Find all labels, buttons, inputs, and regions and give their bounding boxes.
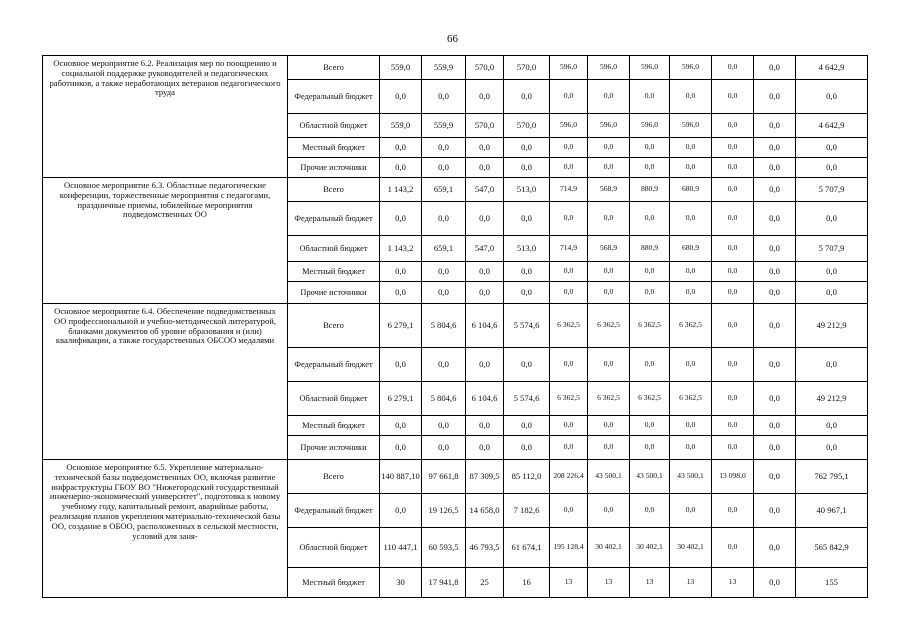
value-cell: 0,0 (670, 158, 712, 178)
value-cell: 659,1 (422, 178, 466, 202)
value-cell: 6 362,5 (588, 304, 630, 348)
value-cell: 0,0 (754, 436, 796, 460)
value-cell: 596,0 (630, 56, 670, 80)
value-cell: 0,0 (712, 416, 754, 436)
value-cell: 43 500,1 (630, 460, 670, 494)
funding-source: Местный бюджет (288, 416, 380, 436)
funding-source: Федеральный бюджет (288, 202, 380, 236)
value-cell: 0,0 (422, 436, 466, 460)
value-cell: 880,9 (630, 236, 670, 262)
budget-table-body (43, 56, 868, 598)
value-cell: 0,0 (504, 416, 550, 436)
value-cell: 0,0 (670, 202, 712, 236)
value-cell: 0,0 (796, 80, 868, 114)
value-cell: 0,0 (796, 202, 868, 236)
value-cell: 7 182,6 (504, 494, 550, 528)
activity-description: Основное мероприятие 6.2. Реализация мер по поощрению и социальной поддержке руководителей и педагогических работников, а также неработающих ветеранов педагогического труда (43, 56, 288, 178)
value-cell: 0,0 (754, 56, 796, 80)
value-cell: 659,1 (422, 236, 466, 262)
funding-source: Федеральный бюджет (288, 80, 380, 114)
value-cell: 43 500,1 (588, 460, 630, 494)
value-cell: 0,0 (754, 382, 796, 416)
funding-source: Прочие источники (288, 436, 380, 460)
value-cell: 0,0 (504, 436, 550, 460)
value-cell: 25 (466, 568, 504, 598)
value-cell: 13 (550, 568, 588, 598)
funding-source: Местный бюджет (288, 262, 380, 282)
value-cell: 0,0 (380, 138, 422, 158)
value-cell: 5 804,6 (422, 304, 466, 348)
value-cell: 0,0 (796, 436, 868, 460)
value-cell: 0,0 (754, 80, 796, 114)
value-cell: 0,0 (670, 494, 712, 528)
value-cell: 0,0 (754, 114, 796, 138)
value-cell: 568,9 (588, 236, 630, 262)
value-cell: 0,0 (380, 436, 422, 460)
value-cell: 0,0 (550, 494, 588, 528)
value-cell: 110 447,1 (380, 528, 422, 568)
value-cell: 0,0 (712, 436, 754, 460)
value-cell: 0,0 (712, 282, 754, 304)
value-cell: 0,0 (712, 382, 754, 416)
value-cell: 559,9 (422, 56, 466, 80)
value-cell: 0,0 (504, 80, 550, 114)
value-cell: 762 795,1 (796, 460, 868, 494)
value-cell: 0,0 (466, 80, 504, 114)
value-cell: 0,0 (754, 460, 796, 494)
value-cell: 0,0 (670, 348, 712, 382)
value-cell: 0,0 (588, 202, 630, 236)
value-cell: 0,0 (466, 436, 504, 460)
funding-source: Всего (288, 178, 380, 202)
value-cell: 0,0 (754, 568, 796, 598)
value-cell: 13 098,0 (712, 460, 754, 494)
value-cell: 208 226,4 (550, 460, 588, 494)
value-cell: 714,9 (550, 178, 588, 202)
value-cell: 49 212,9 (796, 304, 868, 348)
value-cell: 1 143,2 (380, 236, 422, 262)
value-cell: 0,0 (504, 158, 550, 178)
value-cell: 0,0 (380, 80, 422, 114)
value-cell: 880,9 (630, 178, 670, 202)
value-cell: 5 574,6 (504, 304, 550, 348)
value-cell: 0,0 (630, 138, 670, 158)
value-cell: 4 642,9 (796, 56, 868, 80)
value-cell: 0,0 (712, 528, 754, 568)
value-cell: 565 842,9 (796, 528, 868, 568)
value-cell: 0,0 (422, 348, 466, 382)
value-cell: 0,0 (422, 138, 466, 158)
value-cell: 596,0 (670, 56, 712, 80)
value-cell: 0,0 (712, 178, 754, 202)
value-cell: 0,0 (754, 262, 796, 282)
value-cell: 6 104,6 (466, 382, 504, 416)
value-cell: 1 143,2 (380, 178, 422, 202)
value-cell: 596,0 (630, 114, 670, 138)
value-cell: 0,0 (796, 138, 868, 158)
value-cell: 6 362,5 (588, 382, 630, 416)
value-cell: 0,0 (588, 282, 630, 304)
value-cell: 0,0 (588, 494, 630, 528)
funding-source: Федеральный бюджет (288, 348, 380, 382)
value-cell: 0,0 (796, 262, 868, 282)
value-cell: 0,0 (380, 416, 422, 436)
value-cell: 0,0 (670, 262, 712, 282)
value-cell: 0,0 (380, 494, 422, 528)
value-cell: 0,0 (422, 80, 466, 114)
value-cell: 0,0 (630, 282, 670, 304)
value-cell: 0,0 (670, 282, 712, 304)
value-cell: 596,0 (550, 114, 588, 138)
value-cell: 0,0 (550, 202, 588, 236)
page-number: 66 (447, 33, 458, 45)
activity-description: Основное мероприятие 6.3. Областные педагогические конференции, торжественные мероприятия с педагогами, праздничные приемы, юбилейные мероприятия подведомственных ОО (43, 178, 288, 304)
value-cell: 0,0 (422, 202, 466, 236)
value-cell: 0,0 (712, 114, 754, 138)
value-cell: 0,0 (796, 416, 868, 436)
value-cell: 30 402,1 (630, 528, 670, 568)
value-cell: 0,0 (630, 80, 670, 114)
value-cell: 714,9 (550, 236, 588, 262)
value-cell: 0,0 (466, 158, 504, 178)
funding-source: Областной бюджет (288, 528, 380, 568)
value-cell: 0,0 (504, 202, 550, 236)
value-cell: 596,0 (670, 114, 712, 138)
value-cell: 0,0 (630, 416, 670, 436)
funding-source: Областной бюджет (288, 236, 380, 262)
activity-description: Основное мероприятие 6.4. Обеспечение подведомственных ОО профессиональной и учебно-методической литературой, бланками документов об уровне образования и (или) квалификации, а также государственных ОБСОО медалями (43, 304, 288, 460)
value-cell: 513,0 (504, 178, 550, 202)
value-cell: 0,0 (670, 138, 712, 158)
value-cell: 559,9 (422, 114, 466, 138)
value-cell: 0,0 (380, 158, 422, 178)
value-cell: 0,0 (670, 436, 712, 460)
value-cell: 4 642,9 (796, 114, 868, 138)
value-cell: 0,0 (550, 262, 588, 282)
value-cell: 0,0 (754, 282, 796, 304)
value-cell: 0,0 (550, 348, 588, 382)
value-cell: 0,0 (754, 202, 796, 236)
value-cell: 195 128,4 (550, 528, 588, 568)
value-cell: 0,0 (550, 80, 588, 114)
value-cell: 0,0 (588, 80, 630, 114)
value-cell: 0,0 (504, 262, 550, 282)
value-cell: 0,0 (380, 282, 422, 304)
value-cell: 0,0 (380, 202, 422, 236)
value-cell: 0,0 (754, 304, 796, 348)
value-cell: 61 674,1 (504, 528, 550, 568)
value-cell: 0,0 (466, 282, 504, 304)
funding-source: Областной бюджет (288, 114, 380, 138)
value-cell: 0,0 (504, 348, 550, 382)
funding-source: Всего (288, 460, 380, 494)
value-cell: 0,0 (630, 436, 670, 460)
value-cell: 568,9 (588, 178, 630, 202)
value-cell: 0,0 (550, 158, 588, 178)
value-cell: 5 574,6 (504, 382, 550, 416)
value-cell: 0,0 (588, 436, 630, 460)
value-cell: 16 (504, 568, 550, 598)
value-cell: 0,0 (754, 158, 796, 178)
value-cell: 6 362,5 (550, 382, 588, 416)
value-cell: 5 804,6 (422, 382, 466, 416)
value-cell: 0,0 (588, 138, 630, 158)
value-cell: 5 707,9 (796, 236, 868, 262)
value-cell: 0,0 (588, 348, 630, 382)
value-cell: 0,0 (754, 528, 796, 568)
value-cell: 0,0 (712, 56, 754, 80)
value-cell: 17 941,8 (422, 568, 466, 598)
value-cell: 680,9 (670, 178, 712, 202)
value-cell: 596,0 (550, 56, 588, 80)
value-cell: 0,0 (422, 262, 466, 282)
value-cell: 0,0 (466, 262, 504, 282)
funding-source: Федеральный бюджет (288, 494, 380, 528)
value-cell: 680,9 (670, 236, 712, 262)
value-cell: 13 (630, 568, 670, 598)
value-cell: 0,0 (422, 416, 466, 436)
value-cell: 6 362,5 (630, 304, 670, 348)
value-cell: 0,0 (712, 304, 754, 348)
value-cell: 6 362,5 (670, 382, 712, 416)
value-cell: 43 500,1 (670, 460, 712, 494)
value-cell: 570,0 (504, 56, 550, 80)
value-cell: 0,0 (630, 262, 670, 282)
table-row (43, 56, 868, 80)
value-cell: 0,0 (796, 282, 868, 304)
value-cell: 570,0 (466, 56, 504, 80)
value-cell: 596,0 (588, 114, 630, 138)
value-cell: 6 104,6 (466, 304, 504, 348)
value-cell: 13 (712, 568, 754, 598)
value-cell: 0,0 (712, 158, 754, 178)
value-cell: 0,0 (630, 158, 670, 178)
value-cell: 547,0 (466, 236, 504, 262)
value-cell: 0,0 (754, 348, 796, 382)
value-cell: 0,0 (504, 138, 550, 158)
value-cell: 0,0 (630, 494, 670, 528)
value-cell: 0,0 (466, 202, 504, 236)
value-cell: 0,0 (712, 494, 754, 528)
value-cell: 0,0 (796, 158, 868, 178)
value-cell: 97 661,8 (422, 460, 466, 494)
value-cell: 0,0 (422, 158, 466, 178)
value-cell: 60 593,5 (422, 528, 466, 568)
value-cell: 0,0 (754, 236, 796, 262)
value-cell: 30 (380, 568, 422, 598)
value-cell: 0,0 (796, 348, 868, 382)
activity-description: Основное мероприятие 6.5. Укрепление материально-технической базы подведомственных ОО, включая развитие инфраструктуры ГБОУ ВО "Нижегородский государственный инженерно-экономический университет", подготовка к новому учебному году, капитальный ремонт, аварийные работы, реализация планов укрепления материально-технической базы ОО, создание в ОБОО, расположенных в сельской местности, условий для заня- (43, 460, 288, 598)
value-cell: 559,0 (380, 114, 422, 138)
value-cell: 0,0 (588, 158, 630, 178)
value-cell: 13 (670, 568, 712, 598)
value-cell: 19 126,5 (422, 494, 466, 528)
value-cell: 570,0 (466, 114, 504, 138)
value-cell: 0,0 (380, 262, 422, 282)
funding-source: Всего (288, 56, 380, 80)
value-cell: 0,0 (550, 138, 588, 158)
value-cell: 85 112,0 (504, 460, 550, 494)
value-cell: 0,0 (712, 236, 754, 262)
value-cell: 0,0 (422, 282, 466, 304)
value-cell: 30 402,1 (670, 528, 712, 568)
value-cell: 0,0 (670, 80, 712, 114)
value-cell: 0,0 (588, 262, 630, 282)
funding-source: Областной бюджет (288, 382, 380, 416)
value-cell: 155 (796, 568, 868, 598)
value-cell: 0,0 (466, 416, 504, 436)
value-cell: 49 212,9 (796, 382, 868, 416)
value-cell: 6 279,1 (380, 304, 422, 348)
value-cell: 6 362,5 (670, 304, 712, 348)
value-cell: 596,0 (588, 56, 630, 80)
value-cell: 14 658,0 (466, 494, 504, 528)
value-cell: 0,0 (550, 282, 588, 304)
value-cell: 6 362,5 (550, 304, 588, 348)
value-cell: 0,0 (754, 138, 796, 158)
value-cell: 570,0 (504, 114, 550, 138)
value-cell: 0,0 (588, 416, 630, 436)
value-cell: 46 793,5 (466, 528, 504, 568)
value-cell: 6 279,1 (380, 382, 422, 416)
value-cell: 559,0 (380, 56, 422, 80)
value-cell: 0,0 (712, 202, 754, 236)
value-cell: 0,0 (630, 202, 670, 236)
value-cell: 0,0 (630, 348, 670, 382)
value-cell: 513,0 (504, 236, 550, 262)
funding-source: Прочие источники (288, 282, 380, 304)
value-cell: 0,0 (712, 262, 754, 282)
value-cell: 87 309,5 (466, 460, 504, 494)
value-cell: 0,0 (712, 348, 754, 382)
budget-table (42, 55, 868, 598)
value-cell: 547,0 (466, 178, 504, 202)
value-cell: 0,0 (670, 416, 712, 436)
value-cell: 0,0 (550, 436, 588, 460)
funding-source: Всего (288, 304, 380, 348)
value-cell: 0,0 (466, 348, 504, 382)
value-cell: 0,0 (754, 416, 796, 436)
value-cell: 13 (588, 568, 630, 598)
value-cell: 0,0 (504, 282, 550, 304)
value-cell: 140 887,10 (380, 460, 422, 494)
value-cell: 0,0 (550, 416, 588, 436)
table-row (43, 304, 868, 348)
funding-source: Местный бюджет (288, 568, 380, 598)
funding-source: Прочие источники (288, 158, 380, 178)
table-row (43, 178, 868, 202)
table-row (43, 460, 868, 494)
value-cell: 0,0 (380, 348, 422, 382)
value-cell: 0,0 (712, 80, 754, 114)
value-cell: 30 402,1 (588, 528, 630, 568)
value-cell: 0,0 (466, 138, 504, 158)
value-cell: 6 362,5 (630, 382, 670, 416)
value-cell: 0,0 (754, 494, 796, 528)
value-cell: 40 967,1 (796, 494, 868, 528)
funding-source: Местный бюджет (288, 138, 380, 158)
value-cell: 0,0 (754, 178, 796, 202)
value-cell: 5 707,9 (796, 178, 868, 202)
value-cell: 0,0 (712, 138, 754, 158)
